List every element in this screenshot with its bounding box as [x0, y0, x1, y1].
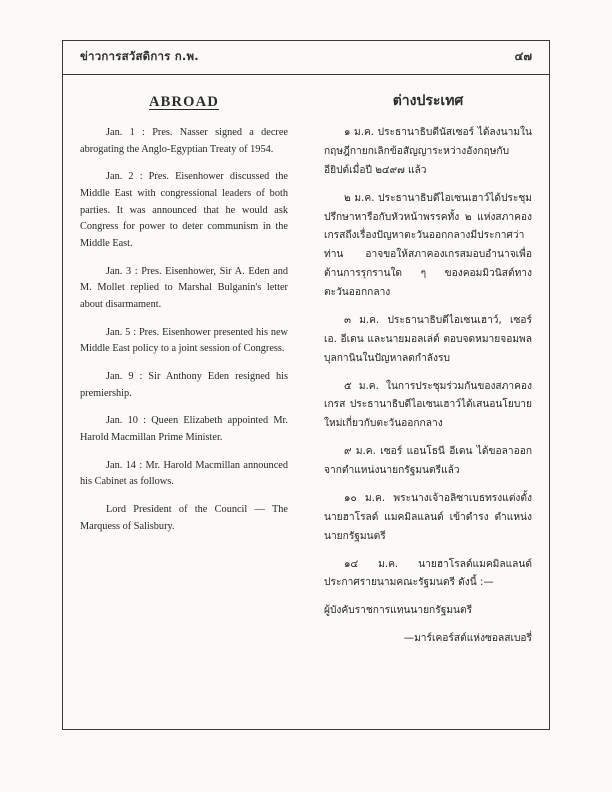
news-entry: ๒ ม.ค. ประธานาธิบดีไอเซนเฮาว์ได้ประชุมปรึกษาหารือกับหัวหน้าพรรคทั้ง ๒ แห่งสภาคองเกรสถึงเรื่องปัญหาตะวันออกกลางมีประกาศว่าท่าน อาจขอให้สภาคองเกรสมอบอำนาจเพื่อต้านการรุกรานใด ๆ ของคอมมิวนิสต์ทางตะวันออกกลาง [324, 192, 532, 298]
news-entry: Jan. 10 : Queen Elizabeth appointed Mr. Harold Macmillan Prime Minister. [80, 415, 288, 444]
news-entry: ๑๐ ม.ค. พระนางเจ้าอลิซาเบธทรงแต่งตั้งนายฮาโรลด์ แมคมิลแลนด์ เข้าดำรง ตำแหน่งนายกรัฐมนตรี [324, 492, 532, 542]
running-head: ข่าวการสวัสดิการ ก.พ. [80, 49, 199, 63]
news-entry: ๓ ม.ค. ประธานาธิบดีไอเซนเฮาว์, เซอร์ เอ. อีเดน และนายมอลเล่ต์ ตอบจดหมายจอมพลบุลกานินในปัญหาลดกำลังรบ [324, 314, 532, 364]
left-column-english [62, 80, 306, 720]
header-rule [62, 74, 550, 75]
news-entry: Jan. 2 : Pres. Eisenhower discussed the Middle East with congressional leaders of both parties. It was announced that he would ask Congress for power to deter communism in the Middle East. [80, 171, 288, 250]
page-header [80, 48, 532, 70]
news-entry: ๑๔ ม.ค. นายฮาโรลด์แมคมิลแลนด์ประกาศรายนามคณะรัฐมนตรี ดังนี้ :— [324, 558, 532, 589]
news-entry: ๕ ม.ค. ในการประชุมร่วมกันของสภาคองเกรส ประธานาธิบดีไอเซนเฮาว์ได้เสนอนโยบายใหม่เกี่ยวกับตะวันออกกลาง [324, 380, 532, 430]
news-entry: Lord President of the Council — The Marquess of Salisbury. [80, 504, 288, 532]
left-column-title: ABROAD [148, 94, 220, 110]
news-entry: ๑ ม.ค. ประธานาธิบดีนัสเซอร์ ได้ลงนามในกฤษฎีกายกเลิกข้อสัญญาระหว่างอังกฤษกับอียิปต์เมื่อปี ๒๔๙๗ แล้ว [324, 127, 532, 176]
news-entry: Jan. 5 : Pres. Eisenhower presented his new Middle East policy to a joint session of Congress. [80, 326, 288, 355]
news-entry: Jan. 9 : Sir Anthony Eden resigned his premiership. [80, 371, 288, 399]
news-entry: Jan. 1 : Pres. Nasser signed a decree abrogating the Anglo-Egyptian Treaty of 1954. [80, 127, 288, 155]
right-column-thai [306, 80, 550, 720]
two-column-body [62, 80, 550, 720]
news-entry: —มาร์เคอร์สต์แห่งซอลสเบอรี่ [403, 633, 532, 645]
page-number: ๔๗ [514, 49, 532, 63]
right-column-title: ต่างประเทศ [392, 93, 464, 109]
news-entry: ๙ ม.ค. เซอร์ แอนโธนี อีเดน ได้ขอลาออกจากตำแหน่งนายกรัฐมนตรีแล้ว [324, 446, 532, 476]
news-entry: ผู้บังคับราชการแทนนายกรัฐมนตรี [324, 605, 473, 617]
news-entry: Jan. 3 : Pres. Eisenhower, Sir A. Eden and M. Mollet replied to Marshal Bulganin's letter about disarmament. [80, 265, 288, 311]
news-entry: Jan. 14 : Mr. Harold Macmillan announced his Cabinet as follows. [80, 459, 288, 488]
